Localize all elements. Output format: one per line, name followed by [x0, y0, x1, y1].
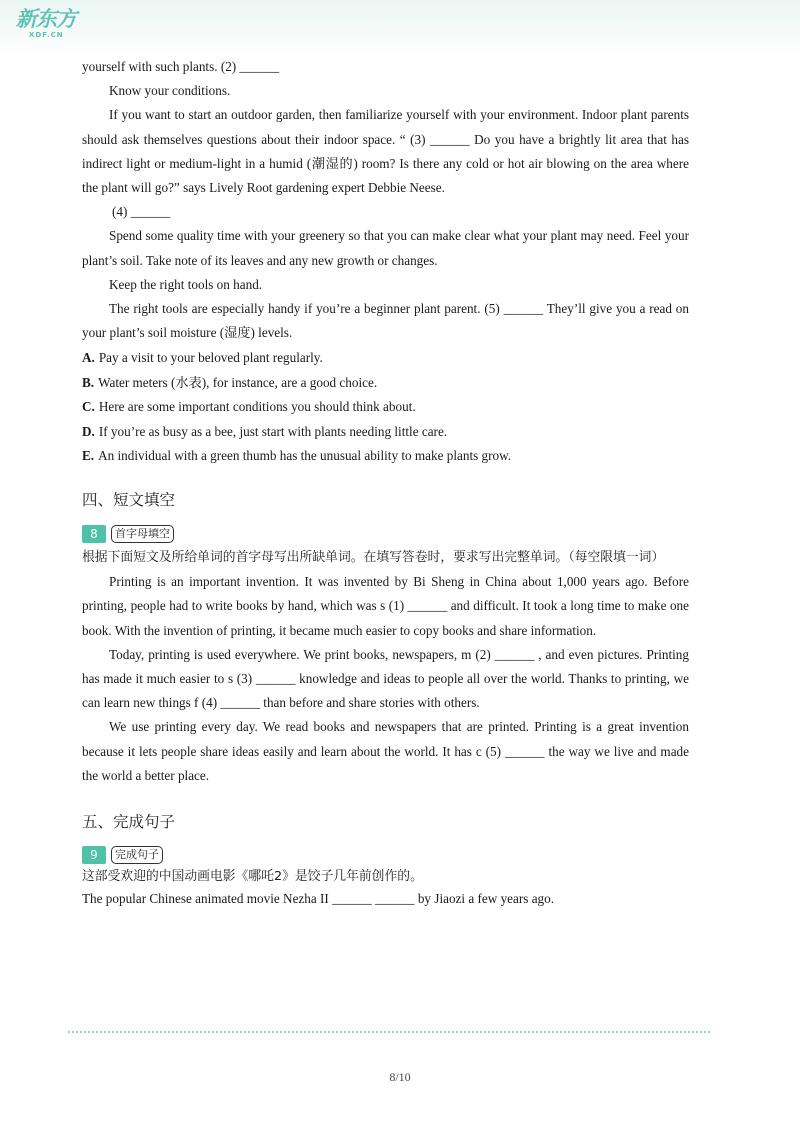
page-number: 8/10	[389, 1070, 411, 1084]
section-title: 四、短文填空	[82, 490, 176, 509]
passage-subheading: Know your conditions.	[109, 83, 231, 99]
logo-subtext: XDF.CN	[29, 31, 64, 39]
cloze-paragraph: Today, printing is used everywhere. We print books, newspapers, m (2) ______ , and even pictures. Printing has made it much easier to s (3) ______ knowledge and ideas to people all over the world. Thanks to printing, we can learn new things f (4) ______ than before and share stories with others.	[82, 646, 689, 711]
option-a: A. Pay a visit to your beloved plant regularly.	[82, 350, 323, 366]
question-header	[82, 522, 689, 546]
document-body	[82, 55, 689, 911]
option-c: C. Here are some important conditions you should think about.	[82, 399, 416, 415]
xdf-logo	[16, 6, 86, 46]
question-number-badge: 9	[82, 846, 106, 864]
option-d: D. If you’re as busy as a bee, just start with plants needing little care.	[82, 423, 448, 439]
passage-blank-4: (4) ______	[112, 204, 171, 220]
question-type-tag: 完成句子	[111, 846, 163, 864]
passage-paragraph: The right tools are especially handy if you’re a beginner plant parent. (5) ______ They’ll give you a read on your plant’s soil moisture (湿度) levels.	[82, 301, 689, 341]
option-b: B. Water meters (水表), for instance, are a good choice.	[82, 374, 378, 390]
cloze-paragraph: We use printing every day. We read books and newspapers that are printed. Printing is a great invention because it lets people share ideas easily and learn about the world. It has c (5) ______ the way we live and made the world a better place.	[82, 719, 689, 783]
passage-line: yourself with such plants. (2) ______	[82, 59, 280, 74]
sentence-english: The popular Chinese animated movie Nezha II ______ ______ by Jiaozi a few years ago.	[82, 890, 555, 906]
passage-subheading: Keep the right tools on hand.	[109, 276, 263, 292]
sentence-chinese: 这部受欢迎的中国动画电影《哪吒2》是饺子几年前创作的。	[82, 868, 423, 884]
section-title: 五、完成句子	[82, 812, 176, 831]
passage-paragraph: Spend some quality time with your greenery so that you can make clear what your plant may need. Feel your plant’s soil. Take note of its leaves and any new growth or changes.	[82, 228, 689, 268]
page-header	[0, 0, 800, 58]
passage-paragraph: If you want to start an outdoor garden, then familiarize yourself with your environment. Indoor plant parents should ask themselves questions about their indoor space. “ (3) ______ Do you have a brightly lit area that has indirect light or medium-light in a humid (潮湿的) room? Is there any cold or hot air blowing on the area where the plant will go?” says Lively Root gardening expert Debbie Neese.	[82, 107, 689, 196]
question-header	[82, 843, 689, 867]
option-e: E. An individual with a green thumb has the unusual ability to make plants grow.	[82, 448, 512, 464]
question-type-tag: 首字母填空	[111, 525, 174, 543]
cloze-paragraph: Printing is an important invention. It was invented by Bi Sheng in China about 1,000 years ago. Before printing, people had to write books by hand, which was s (1) ______ and difficult. It took a long time to make one book. With the invention of printing, it became much easier to copy books and share information.	[82, 574, 689, 638]
footer-divider	[68, 1031, 710, 1033]
logo-text: 新东方	[16, 7, 76, 31]
options-list	[82, 346, 689, 469]
question-instruction: 根据下面短文及所给单词的首字母写出所缺单词。在填写答卷时，要求写出完整单词。（每空限填一词）	[82, 549, 665, 565]
question-number-badge: 8	[82, 525, 106, 543]
